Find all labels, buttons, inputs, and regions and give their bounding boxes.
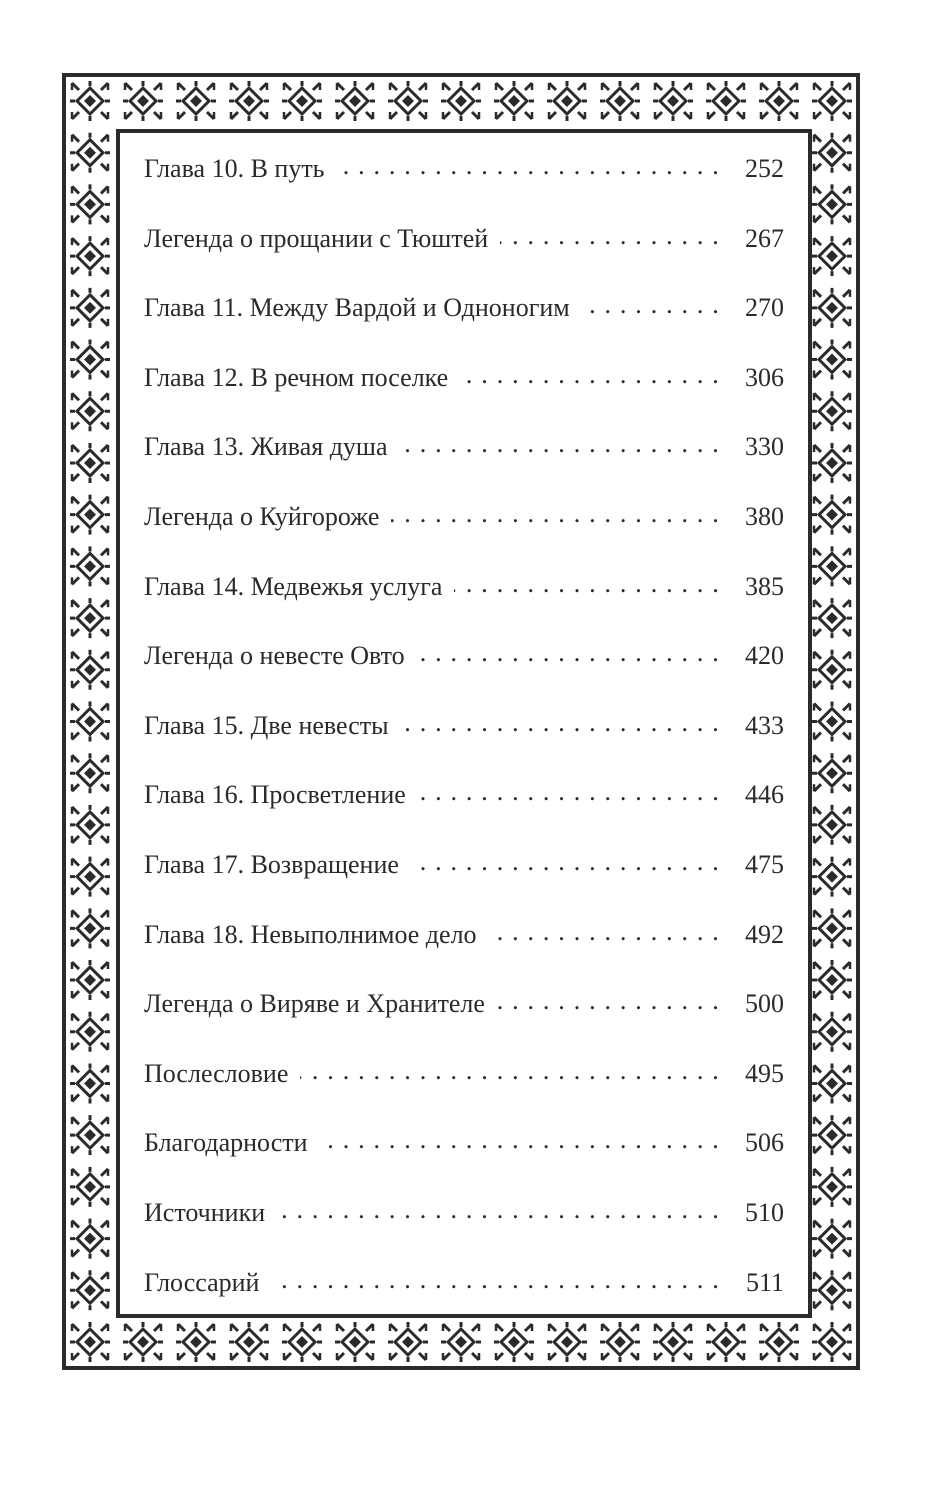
toc-dot-leader [391, 499, 720, 525]
toc-dot-leader [337, 151, 720, 177]
toc-entry[interactable] [144, 1265, 784, 1305]
toc-entry-page-number: 330 [745, 432, 784, 462]
toc-entry[interactable] [144, 569, 784, 609]
toc-entry-title: Глава 17. Возвращение [144, 850, 399, 879]
toc-entry[interactable] [144, 1125, 784, 1165]
toc-entry[interactable] [144, 1056, 784, 1096]
toc-entry[interactable] [144, 151, 784, 191]
toc-dot-leader [460, 360, 720, 386]
toc-entry-page-number: 492 [745, 919, 784, 949]
toc-entry-title: Глава 13. Живая душа [144, 432, 388, 462]
toc-dot-leader [300, 1056, 720, 1082]
toc-entry-title: Глоссарий [144, 1267, 260, 1297]
toc-entry-title: Легенда о Виряве и Хранителе [144, 989, 485, 1019]
toc-dot-leader [500, 221, 720, 247]
toc-entry-title: Глава 16. Просветление [144, 780, 406, 810]
toc-dot-leader [400, 429, 721, 455]
toc-entry-page-number: 495 [745, 1058, 784, 1088]
toc-dot-leader [320, 1125, 720, 1151]
toc-dot-leader [418, 777, 720, 803]
toc-dot-leader [401, 708, 720, 734]
toc-entry-title: Легенда о невесте Овто [144, 641, 405, 671]
toc-entry[interactable] [144, 708, 784, 748]
toc-dot-leader [271, 1265, 720, 1291]
toc-dot-leader [277, 1195, 720, 1221]
toc-entry-page-number: 380 [745, 502, 784, 531]
toc-dot-leader [497, 986, 720, 1012]
toc-entry-title: Глава 15. Две невесты [144, 710, 389, 740]
toc-entry-page-number: 252 [745, 154, 784, 183]
toc-entry-title: Благодарности [144, 1128, 308, 1158]
toc-entry[interactable] [144, 847, 784, 887]
toc-entry[interactable] [144, 290, 784, 330]
toc-entry-page-number: 510 [745, 1198, 784, 1227]
toc-entry-page-number: 511 [745, 1267, 784, 1297]
toc-dot-leader [411, 847, 720, 873]
toc-entry-title: Глава 14. Медвежья услуга [144, 571, 443, 601]
toc-entry-page-number: 475 [745, 850, 784, 879]
toc-entry[interactable] [144, 986, 784, 1026]
toc-entry-title: Глава 18. Невыполнимое дело [144, 919, 477, 949]
toc-entry[interactable] [144, 638, 784, 678]
toc-dot-leader [582, 290, 720, 316]
toc-entry-page-number: 267 [745, 223, 784, 253]
toc-entry-page-number: 500 [745, 989, 784, 1019]
toc-dot-leader [417, 638, 720, 664]
toc-entry-page-number: 420 [745, 641, 784, 671]
toc-entry[interactable] [144, 221, 784, 261]
toc-entry-page-number: 433 [745, 710, 784, 740]
toc-entry-title: Послесловие [144, 1058, 289, 1088]
toc-entry-title: Глава 12. В речном поселке [144, 362, 449, 392]
toc-dot-leader [489, 917, 720, 943]
toc-entry[interactable] [144, 777, 784, 817]
toc-entry[interactable] [144, 360, 784, 400]
toc-entry[interactable] [144, 429, 784, 469]
toc-entry[interactable] [144, 1195, 784, 1235]
toc-entry-title: Легенда о прощании с Тюштей [144, 223, 489, 253]
toc-entry-title: Легенда о Куйгороже [144, 502, 380, 531]
toc-entry-page-number: 306 [745, 362, 784, 392]
toc-entry-page-number: 270 [745, 293, 784, 323]
toc-entry-page-number: 385 [745, 571, 784, 601]
toc-entry-page-number: 446 [745, 780, 784, 810]
toc-entry-title: Источники [144, 1198, 266, 1227]
toc-entry-page-number: 506 [745, 1128, 784, 1158]
toc-dot-leader [454, 569, 720, 595]
toc-entry[interactable] [144, 917, 784, 957]
toc-entry-title: Глава 11. Между Вардой и Одноногим [144, 293, 570, 323]
toc-entry[interactable] [144, 499, 784, 539]
toc-entry-title: Глава 10. В путь [144, 154, 325, 183]
